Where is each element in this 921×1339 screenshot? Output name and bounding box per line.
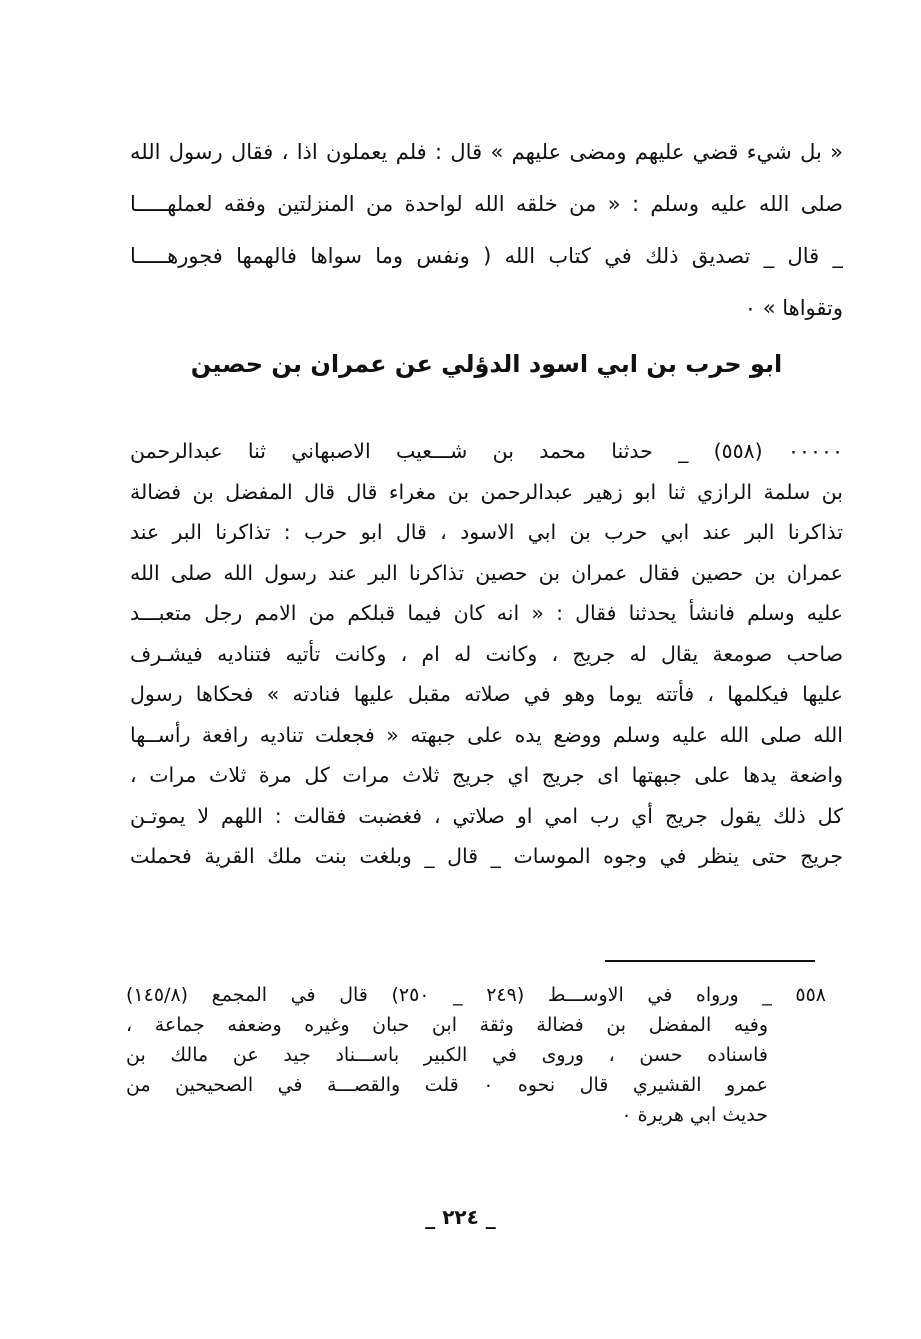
hadith-line: عمران بن حصين فقال عمران بن حصين تذاكرنا البر عند رسول الله صلى الله [130,560,843,585]
hadith-line: عليها فيكلمها ، فأتته يوما وهو في صلاته مقبل عليها فنادته » فحكاها رسول [130,682,843,706]
page-number: _ ٢٢٤ _ [425,1205,496,1229]
intro-line: _ قال _ تصديق ذلك في كتاب الله ( ونفس وما سواها فالهمها فجورهـــــا [130,244,843,268]
hadith-line: الله صلى الله عليه وسلم ووضع يده على جبهته « فجعلت تناديه رافعة رأســها [130,722,843,747]
footnote-divider [605,960,815,962]
hadith-line: عليه وسلم فانشأ يحدثنا فقال : « انه كان فيما قبلكم من الامم رجل متعبـــد [130,601,843,625]
hadith-line: جريج حتى ينظر في وجوه الموسات _ قال _ وبلغت بنت ملك القرية فحملت [130,844,843,868]
hadith-line: واضعة يدها على جبهتها اى جريج اي جريج ثلاث مرات كل مرة ثلاث مرات ، [130,763,843,787]
hadith-paragraph [130,431,843,877]
intro-line: « بل شيء قضي عليهم ومضى عليهم » قال : فلم يعملون اذا ، فقال رسول الله [130,140,843,164]
section-title: ابو حرب بن ابي اسود الدؤلي عن عمران بن حصين [190,350,783,378]
footnote [126,980,826,1130]
hadith-line: صاحب صومعة يقال له جريج ، وكانت له ام ، وكانت تأتيه فتناديه فيشـرف [130,641,843,666]
intro-line: صلى الله عليه وسلم : « من خلقه الله لواحدة من المنزلتين وفقه لعملهـــــا [130,192,843,216]
footnote-line: حديث ابي هريرة ٠ [621,1104,768,1126]
hadith-line: كل ذلك يقول جريج أي رب امي او صلاتي ، فغضبت فقالت : اللهم لا يموتـن [130,803,843,828]
hadith-line: تذاكرنا البر عند ابي حرب بن ابي الاسود ، قال ابو حرب : تذاكرنا البر عند [130,520,843,544]
footnote-line: ٥٥٨ _ ورواه في الاوســـط (٢٤٩ _ ٢٥٠) قال في المجمع (١٤٥/٨) [126,984,826,1006]
footnote-line: عمرو القشيري قال نحوه ٠ قلت والقصـــة في الصحيحين من [126,1074,768,1096]
footnote-line: وفيه المفضل بن فضالة وثقة ابن حبان وغيره وضعفه جماعة ، [126,1014,768,1036]
hadith-line: بن سلمة الرازي ثنا ابو زهير عبدالرحمن بن مغراء قال قال المفضل بن فضالة [130,479,843,504]
intro-paragraph [130,126,843,334]
footnote-line: فاسناده حسن ، وروى في الكبير باســـناد جيد عن مالك بن [126,1044,768,1066]
hadith-line: ٠٠٠٠٠ (٥٥٨) _ حدثنا محمد بن شـــعيب الاصبهاني ثنا عبدالرحمن [130,439,843,463]
intro-line: وتقواها » ٠ [744,296,843,320]
